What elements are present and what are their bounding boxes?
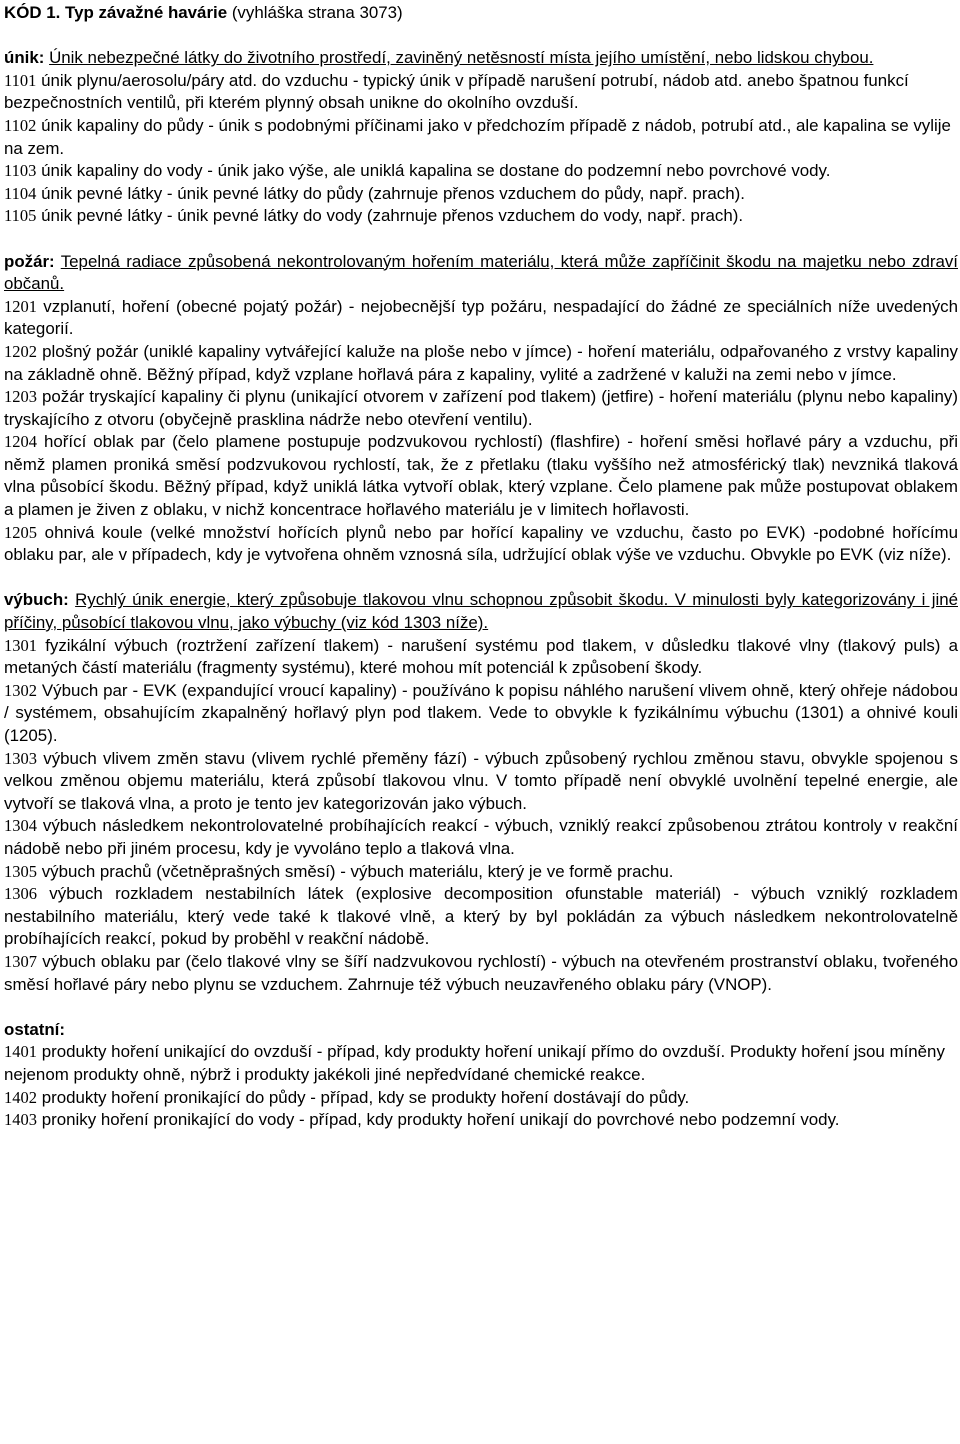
item-text: výbuch rozkladem nestabilních látek (explosive decomposition ofunstable materiál) - výbuch vzniklý rozkladem nestabilního materiálu, který vede také k tlakové vlně, a který by byl pokládán za výbuch následkem nekontrolovatelně probíhajících reakcí, pokud by proběhl v reakční nádobě. bbox=[4, 884, 958, 949]
section-label: ostatní: bbox=[4, 1019, 65, 1039]
item-text: únik plynu/aerosolu/páry atd. do vzduchu - typický únik v případě narušení potrubí, nádob atd. anebo špatnou funkcí bezpečnostních ventilů, při kterém plynný obsah unikne do okolního ovzduší. bbox=[4, 70, 909, 113]
list-item bbox=[4, 951, 958, 996]
section-spacer bbox=[4, 996, 958, 1019]
section-label: únik: bbox=[4, 48, 45, 68]
item-text: únik pevné látky - únik pevné látky do půdy (zahrnuje přenos vzduchem do půdy, např. prach). bbox=[41, 183, 745, 203]
list-item bbox=[4, 1109, 958, 1132]
list-item bbox=[4, 183, 958, 206]
section-label: výbuch: bbox=[4, 590, 69, 610]
item-code: 1104 bbox=[4, 183, 37, 203]
item-text: únik kapaliny do půdy - únik s podobnými příčinami jako v předchozím případě z nádob, potrubí atd., ale kapalina se vylije na zem. bbox=[4, 115, 951, 158]
item-code: 1403 bbox=[4, 1110, 37, 1130]
item-code: 1203 bbox=[4, 387, 37, 407]
item-text: únik kapaliny do vody - únik jako výše, ale uniklá kapalina se dostane do podzemní nebo povrchové vody. bbox=[41, 161, 831, 181]
section-definition bbox=[4, 47, 958, 70]
item-text: požár tryskající kapaliny či plynu (unikající otvorem v zařízení pod tlakem) (jetfire) - hoření materiálu (plynu nebo kapaliny) tryskajícího z otvoru (obyčejně prasklina nádrže nebo otevření ventilu). bbox=[4, 387, 958, 429]
item-code: 1303 bbox=[4, 748, 37, 768]
section-pozar bbox=[4, 251, 958, 567]
item-code: 1304 bbox=[4, 816, 37, 836]
item-text: produkty hoření pronikající do půdy - případ, kdy se produkty hoření dostávají do půdy. bbox=[41, 1087, 690, 1107]
list-item bbox=[4, 1087, 958, 1110]
item-code: 1402 bbox=[4, 1087, 37, 1107]
item-code: 1301 bbox=[4, 635, 37, 655]
item-code: 1101 bbox=[4, 70, 37, 90]
list-item bbox=[4, 748, 958, 816]
list-item bbox=[4, 522, 958, 567]
definition-text: Únik nebezpečné látky do životního prostředí, zaviněný netěsností místa jejího umístění, nebo lidskou chybou. bbox=[49, 48, 874, 68]
item-text: plošný požár (uniklé kapaliny vytvářející kaluže na ploše nebo v jímce) - hoření materiálu, odpařovaného z vrstvy kapaliny na základně ohně. Běžný případ, když vzplane hořlavá pára z kapaliny, vylité a zadržené v kaluži na zemi nebo v jímce. bbox=[4, 341, 959, 384]
item-text: fyzikální výbuch (roztržení zařízení tlakem) - narušení systému pod tlakem, v důsledku tlakové vlny (tlakový puls) a metaných částí materiálu (fragmenty systému), které mohou mít potenciál k způsobení škody. bbox=[4, 635, 958, 678]
item-text: výbuch vlivem změn stavu (vlivem rychlé přeměny fází) - výbuch způsobený rychlou změnou stavu, obvykle spojenou s velkou změnou objemu materiálu, která způsobí tlakovou vlnu. V tomto případě není obvyklé uvolnění tepelné energie, ale vytvoří se tlaková vlna, a proto je tento jev kategorizován jako výbuch. bbox=[4, 748, 958, 813]
item-code: 1305 bbox=[4, 861, 37, 881]
item-code: 1401 bbox=[4, 1042, 37, 1062]
item-text: proniky hoření pronikající do vody - případ, kdy produkty hoření unikají do povrchové nebo podzemní vody. bbox=[41, 1110, 840, 1130]
item-code: 1202 bbox=[4, 341, 37, 361]
list-item bbox=[4, 386, 958, 431]
section-unik bbox=[4, 47, 958, 228]
list-item bbox=[4, 1041, 958, 1086]
list-item bbox=[4, 680, 958, 748]
code-title: KÓD 1. Typ závažné havárie bbox=[4, 3, 228, 22]
item-text: hořící oblak par (čelo plamene postupuje podzvukovou rychlostí) (flashfire) - hoření směsi hořlavé páry a vzduchu, při němž plamen proniká směsí podzvukovou rychlostí, tak, že z přetlaku (tlaku vyššího než atmosférický tlak) nevzniká tlaková vlna působící škodu. Běžný případ, když uniklá látka vytvoří oblak, který vzplane. Čelo plamene pak může postupovat oblakem a plamen je živen z oblaku, v nichž koncentrace hořlavého materiálu je v limitech hořlavosti. bbox=[4, 432, 958, 520]
item-text: výbuch prachů (včetněprašných směsí) - výbuch materiálu, který je ve formě prachu. bbox=[41, 861, 674, 881]
item-text: Výbuch par - EVK (expandující vroucí kapaliny) - používáno k popisu náhlého narušení vlivem ohně, který ohřeje nádobou / systémem, obsahujícím zkapalněný hořlavý plyn pod tlakem. Vede to obvykle k fyzikálnímu výbuchu (1301) a ohnivé kouli (1205). bbox=[4, 680, 958, 745]
item-text: vzplanutí, hoření (obecné pojatý požár) - nejobecnější typ požáru, nespadající do žádné ze speciálních níže uvedených kategorií. bbox=[4, 296, 958, 339]
section-label: požár: bbox=[4, 251, 55, 271]
document-page bbox=[4, 2, 958, 1132]
section-spacer bbox=[4, 567, 958, 590]
item-text: ohnivá koule (velké množství hořících plynů nebo par hořící kapaliny ve vzduchu, často po EVK) -podobné hořícímu oblaku par, ale v případech, kdy je vytvořena ohněm vznosná síla, udržující oblak výše ve vzduchu. Obvykle po EVK (viz níže). bbox=[4, 522, 958, 565]
section-vybuch bbox=[4, 589, 958, 996]
item-code: 1306 bbox=[4, 884, 37, 904]
item-code: 1204 bbox=[4, 432, 37, 452]
list-item bbox=[4, 341, 958, 386]
item-text: produkty hoření unikající do ovzduší - případ, kdy produkty hoření unikají přímo do ovzduší. Produkty hoření jsou míněny nejenom produkty ohně, nýbrž i produkty jakékoli jiné nepředvídané chemické reakce. bbox=[4, 1042, 945, 1084]
item-code: 1307 bbox=[4, 951, 37, 971]
list-item bbox=[4, 296, 958, 341]
document-title bbox=[4, 2, 958, 25]
item-code: 1201 bbox=[4, 296, 37, 316]
item-text: výbuch následkem nekontrolovatelné probíhajících reakcí - výbuch, vzniklý reakcí způsobenou ztrátou kontroly v reakční nádobě nebo při jiném procesu, kdy je vyvoláno teplo a tlaková vlna. bbox=[4, 816, 958, 858]
section-definition bbox=[4, 1019, 958, 1042]
list-item bbox=[4, 883, 958, 951]
item-text: únik pevné látky - únik pevné látky do vody (zahrnuje přenos vzduchem do vody, např. prach). bbox=[41, 206, 744, 226]
section-ostatni bbox=[4, 1019, 958, 1132]
list-item bbox=[4, 115, 958, 160]
definition-text: Tepelná radiace způsobená nekontrolovaným hořením materiálu, která může zapříčinit škodu na majetku nebo zdraví občanů. bbox=[4, 251, 958, 294]
section-definition bbox=[4, 251, 958, 296]
list-item bbox=[4, 70, 958, 115]
list-item bbox=[4, 431, 958, 521]
item-code: 1302 bbox=[4, 680, 37, 700]
definition-text: Rychlý únik energie, který způsobuje tlakovou vlnu schopnou způsobit škodu. V minulosti byly kategorizovány i jiné příčiny, působící tlakovou vlnu, jako výbuchy (viz kód 1303 níže). bbox=[4, 590, 958, 633]
item-text: výbuch oblaku par (čelo tlakové vlny se šíří nadzvukovou rychlostí) - výbuch na otevřeném prostranství oblaku, tvořeného směsí hořlavé páry nebo plynu se vzduchem. Zahrnuje též výbuch neuzavřeného oblaku páry (VNOP). bbox=[4, 951, 958, 994]
item-code: 1103 bbox=[4, 161, 37, 181]
item-code: 1105 bbox=[4, 206, 37, 226]
section-spacer bbox=[4, 228, 958, 251]
list-item bbox=[4, 815, 958, 860]
section-definition bbox=[4, 589, 958, 634]
title-reference: (vyhláška strana 3073) bbox=[231, 3, 403, 22]
item-code: 1205 bbox=[4, 522, 37, 542]
list-item bbox=[4, 635, 958, 680]
list-item bbox=[4, 861, 958, 884]
item-code: 1102 bbox=[4, 115, 37, 135]
list-item bbox=[4, 205, 958, 228]
list-item bbox=[4, 160, 958, 183]
